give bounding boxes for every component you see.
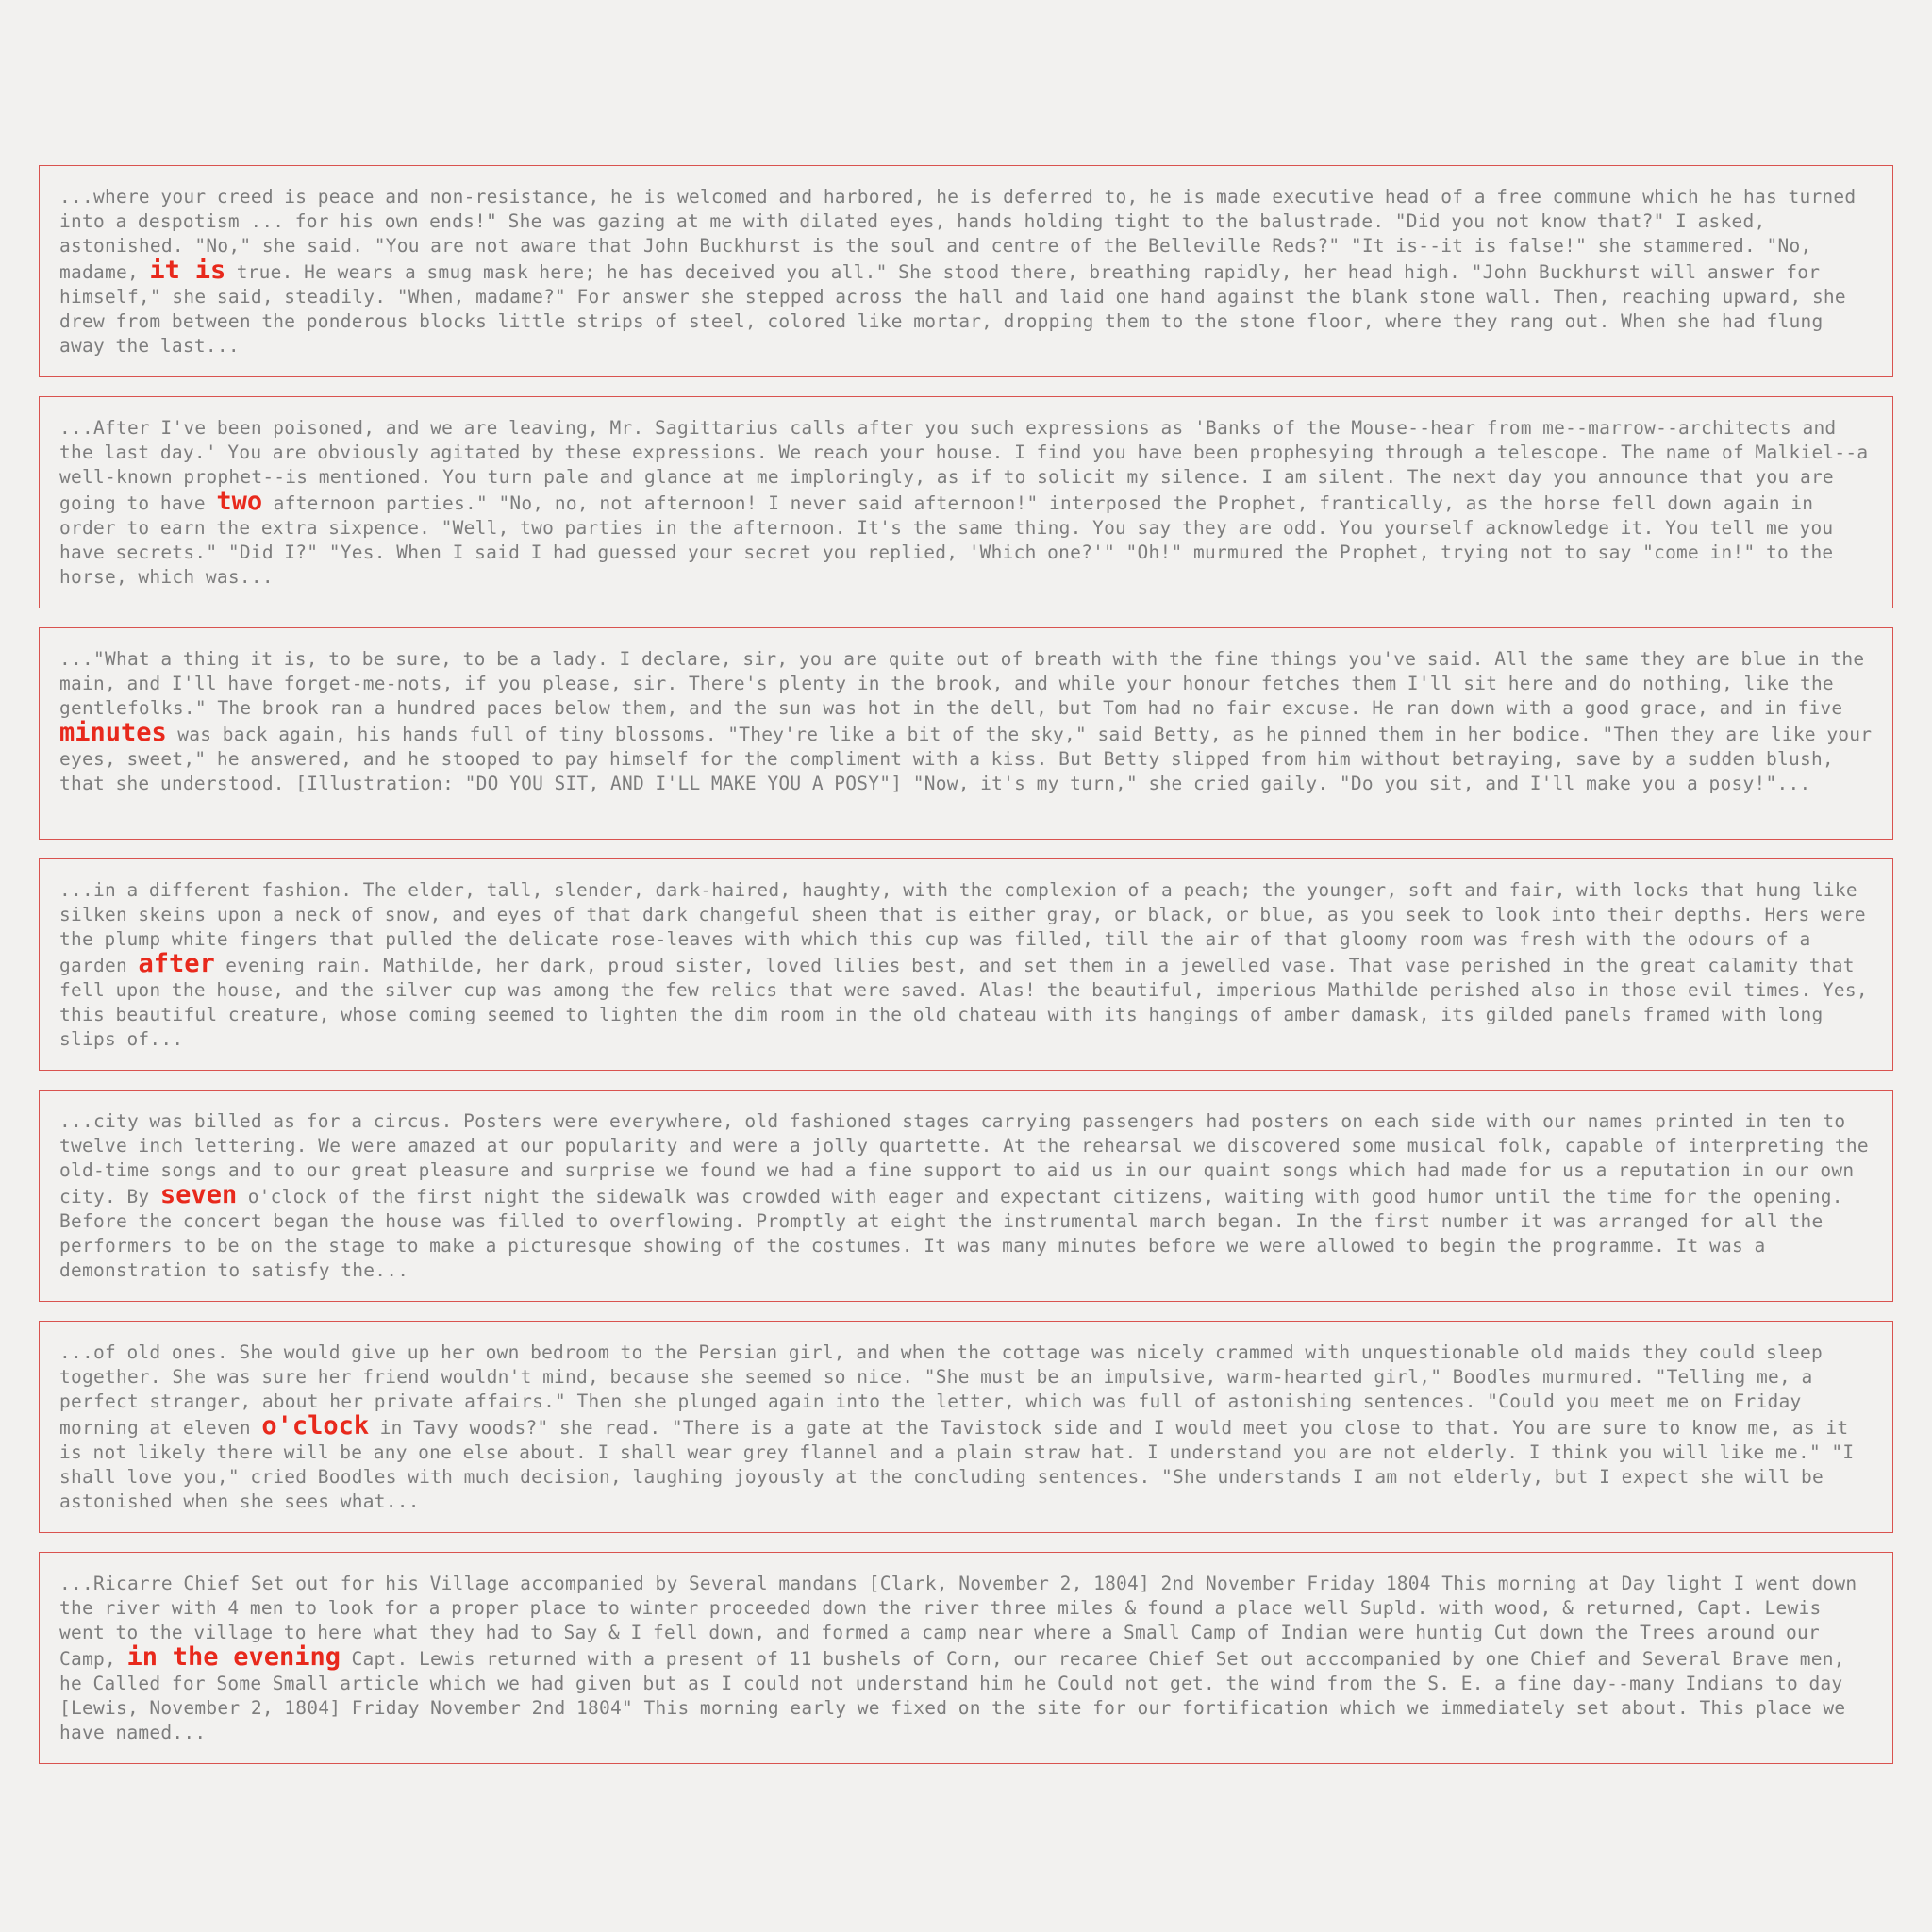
passage-text-after: Capt. Lewis returned with a present of 11 bushels of Corn, our recaree Chief Set out acccompanied by one Chief and Several Brave men, he Called for Some Small article which we had given but as I could not understand him he Could not get. the wind from the S. E. a fine day--many Indians to day [Lewis, November 2, 1804] Friday November 2nd 1804" This morning early we fixed on the site for our fortification which we immediately set about. This place we have named...: [59, 1648, 1846, 1743]
highlighted-phrase: seven: [159, 1180, 238, 1209]
highlighted-phrase: o'clock: [261, 1411, 370, 1441]
passage-text: [59, 878, 1873, 1052]
passage-text: [59, 647, 1873, 796]
passage-card: [39, 396, 1893, 608]
passage-text-before: ...After I've been poisoned, and we are leaving, Mr. Sagittarius calls after you such expressions as 'Banks of the Mouse--hear from me--marrow--architects and the last day.' You are obviously agitated by these expressions. We reach your house. I find you have been prophesying through a telescope. The name of Malkiel--a well-known prophet--is mentioned. You turn pale and glance at me imploringly, as if to solicit my silence. I am silent. The next day you announce that you are going to have: [59, 417, 1869, 514]
highlighted-phrase: in the evening: [126, 1642, 341, 1672]
passage-text-after: true. He wears a smug mask here; he has deceived you all." She stood there, breathing rapidly, her head high. "John Buckhurst will answer for himself," she said, steadily. "When, madame?" For answer she stepped across the hall and laid one hand against the blank stone wall. Then, reaching upward, she drew from between the ponderous blocks little strips of steel, colored like mortar, dropping them to the stone floor, where they rang out. When she had flung away the last...: [59, 261, 1846, 357]
highlighted-phrase: after: [138, 949, 215, 978]
passage-text: [59, 1572, 1873, 1745]
passage-text-after: in Tavy woods?" she read. "There is a gate at the Tavistock side and I would meet you close to that. You are sure to know me, as it is not likely there will be any one else about. I shall wear grey flannel and a plain straw hat. I understand you are not elderly. I think you will like me." "I shall love you," cried Boodles with much decision, laughing joyously at the concluding sentences. "She understands I am not elderly, but I expect she will be astonished when she sees what...: [59, 1417, 1855, 1512]
highlighted-phrase: minutes: [59, 718, 167, 747]
passage-text-before: ...in a different fashion. The elder, tall, slender, dark-haired, haughty, with the complexion of a peach; the younger, soft and fair, with locks that hung like silken skeins upon a neck of snow, and eyes of that dark changeful sheen that is either gray, or black, or blue, as you seek to look into their depths. Hers were the plump white fingers that pulled the delicate rose-leaves with which this cup was filled, till the air of that gloomy room was fresh with the odours of a garden: [59, 879, 1866, 976]
passage-card: [39, 1321, 1893, 1533]
passage-text-before: ...of old ones. She would give up her own bedroom to the Persian girl, and when the cottage was nicely crammed with unquestionable old maids they could sleep together. She was sure her friend wouldn't mind, because she seemed so nice. "She must be an impulsive, warm-hearted girl," Boodles murmured. "Telling me, a perfect stranger, about her private affairs." Then she plunged again into the letter, which was full of astonishing sentences. "Could you meet me on Friday morning at eleven: [59, 1341, 1823, 1439]
passage-text-before: ...Ricarre Chief Set out for his Village accompanied by Several mandans [Clark, November 2, 1804] 2nd November Friday 1804 This morning at Day light I went down the river with 4 men to look for a proper place to winter proceeded down the river three miles & found a place well Supld. with wood, & returned, Capt. Lewis went to the village to here what they had to Say & I fell down, and formed a camp near where a Small Camp of Indian were huntig Cut down the Trees around our Camp,: [59, 1573, 1857, 1670]
passage-text-before: ..."What a thing it is, to be sure, to be a lady. I declare, sir, you are quite out of breath with the fine things you've said. All the same they are blue in the main, and I'll have forget-me-nots, if you please, sir. There's plenty in the brook, and while your honour fetches them I'll sit here and do nothing, like the gentlefolks." The brook ran a hundred paces below them, and the sun was hot in the dell, but Tom had no fair excuse. He ran down with a good grace, and in five: [59, 648, 1865, 719]
passage-text-before: ...where your creed is peace and non-resistance, he is welcomed and harbored, he is deferred to, he is made executive head of a free commune which he has turned into a despotism ... for his own ends!" She was gazing at me with dilated eyes, hands holding tight to the balustrade. "Did you not know that?" I asked, astonished. "No," she said. "You are not aware that John Buckhurst is the soul and centre of the Belleville Reds?" "It is--it is false!" she stammered. "No, madame,: [59, 186, 1857, 283]
highlighted-phrase: two: [216, 487, 263, 516]
passage-card: [39, 1090, 1893, 1302]
passage-text: [59, 185, 1873, 358]
highlighted-phrase: it is: [149, 256, 226, 285]
passage-text-after: evening rain. Mathilde, her dark, proud sister, loved lilies best, and set them in a jewelled vase. That vase perished in the great calamity that fell upon the house, and the silver cup was among the few relics that were saved. Alas! the beautiful, imperious Mathilde perished also in those evil times. Yes, this beautiful creature, whose coming seemed to lighten the dim room in the old chateau with its hangings of amber damask, its gilded panels framed with long slips of...: [59, 955, 1868, 1050]
passage-text-after: afternoon parties." "No, no, not afternoon! I never said afternoon!" interposed the Prophet, frantically, as the horse fell down again in order to earn the extra sixpence. "Well, two parties in the afternoon. It's the same thing. You say they are odd. You yourself acknowledge it. You tell me you have secrets." "Did I?" "Yes. When I said I had guessed your secret you replied, 'Which one?'" "Oh!" murmured the Prophet, trying not to say "come in!" to the horse, which was...: [59, 492, 1834, 588]
passage-text: [59, 416, 1873, 590]
passage-text-after: was back again, his hands full of tiny blossoms. "They're like a bit of the sky," said Betty, as he pinned them in her bodice. "Then they are like your eyes, sweet," he answered, and he stooped to pay himself for the compliment with a kiss. But Betty slipped from him without betraying, save by a sudden blush, that she understood. [Illustration: "DO YOU SIT, AND I'LL MAKE YOU A POSY"] "Now, it's my turn," she cried gaily. "Do you sit, and I'll make you a posy!"...: [59, 724, 1873, 794]
passage-card: [39, 858, 1893, 1071]
passage-text: [59, 1341, 1873, 1514]
passage-text: [59, 1109, 1873, 1283]
passage-text-before: ...city was billed as for a circus. Posters were everywhere, old fashioned stages carrying passengers had posters on each side with our names printed in ten to twelve inch lettering. We were amazed at our popularity and were a jolly quartette. At the rehearsal we discovered some musical folk, capable of interpreting the old-time songs and to our great pleasure and surprise we found we had a fine support to aid us in our quaint songs which had made for us a reputation in our own city. By: [59, 1110, 1869, 1208]
passage-card: [39, 627, 1893, 840]
passage-card: [39, 1552, 1893, 1764]
passage-text-after: o'clock of the first night the sidewalk was crowded with eager and expectant citizens, waiting with good humor until the time for the opening. Before the concert began the house was filled to overflowing. Promptly at eight the instrumental march began. In the first number it was arranged for all the performers to be on the stage to make a picturesque showing of the costumes. It was many minutes before we were allowed to begin the programme. It was a demonstration to satisfy the...: [59, 1186, 1843, 1281]
passage-card: [39, 165, 1893, 377]
passage-list: [39, 165, 1893, 1783]
